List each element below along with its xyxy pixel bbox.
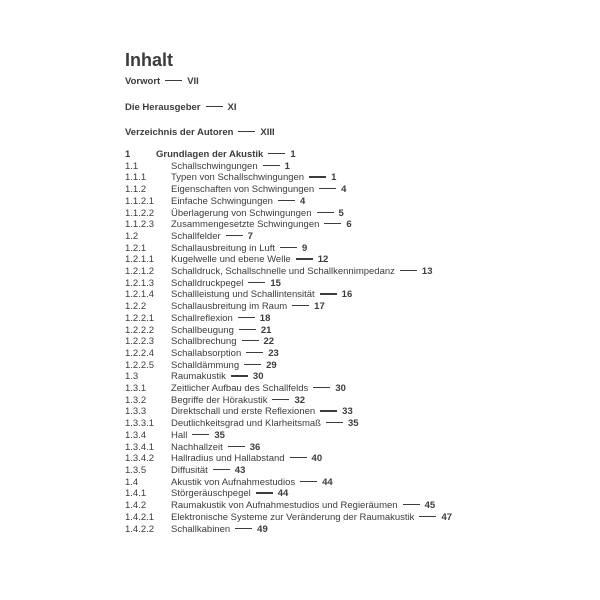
- section-title: Schallausbreitung in Luft: [171, 242, 276, 254]
- toc-row: [125, 161, 452, 173]
- section-number: 1.2.2: [125, 301, 147, 313]
- leader-dash: [400, 270, 417, 271]
- section-number: 1.3.3: [125, 406, 147, 418]
- toc-row: [125, 512, 452, 524]
- section-title: Kugelwelle und ebene Welle: [171, 254, 291, 266]
- section-title: Grundlagen der Akustik: [156, 149, 264, 160]
- page-number: 1: [331, 172, 337, 184]
- section-number: 1.4.2.1: [125, 511, 155, 523]
- section-number: 1.3.4.1: [125, 441, 155, 453]
- section-title: Schallkabinen: [171, 523, 231, 535]
- section-title: Schallbeugung: [171, 324, 234, 336]
- section-title: Diffusität: [171, 464, 208, 476]
- section-number: 1.4: [125, 476, 139, 488]
- leader-dash: [313, 387, 330, 388]
- section-number: 1.2.1.1: [125, 254, 155, 266]
- page-number: 30: [335, 383, 346, 395]
- leader-dash: [192, 434, 209, 435]
- toc-row: [125, 313, 452, 325]
- leader-dash: [320, 293, 337, 294]
- page-number: 43: [234, 464, 246, 476]
- section-number: 1.2.2.3: [125, 336, 155, 348]
- section-title: Schallschwingungen: [171, 160, 258, 172]
- page-number: 16: [341, 289, 353, 301]
- toc-row: [125, 208, 452, 220]
- page-number: VII: [187, 76, 199, 87]
- page-number: 44: [322, 476, 333, 488]
- section-number: 1.1.2: [125, 184, 147, 196]
- section-title: Überlagerung von Schwingungen: [171, 207, 312, 219]
- front-matter-item: [125, 103, 275, 113]
- front-matter-label: Vorwort: [125, 76, 161, 87]
- section-number: 1: [125, 149, 131, 160]
- leader-dash: [246, 352, 263, 353]
- leader-dash: [165, 80, 182, 81]
- section-number: 1.3.3.1: [125, 418, 155, 430]
- page-number: 30: [252, 371, 264, 383]
- section-title: Hall: [171, 429, 188, 441]
- section-title: Elektronische Systeme zur Veränderung der Raumakustik: [171, 511, 415, 523]
- toc-row: [125, 477, 452, 489]
- page-number: 17: [314, 301, 325, 313]
- page-number: 5: [338, 207, 344, 219]
- page-number: 22: [263, 336, 275, 348]
- section-title: Zeitlicher Aufbau des Schallfelds: [171, 383, 309, 395]
- page-number: 13: [421, 266, 433, 278]
- section-title: Begriffe der Hörakustik: [171, 394, 268, 406]
- section-title: Typen von Schallschwingungen: [171, 172, 305, 184]
- toc-row: [125, 336, 452, 348]
- toc-row: [125, 488, 452, 500]
- section-number: 1.1.1: [125, 172, 147, 184]
- leader-dash: [256, 492, 273, 493]
- leader-dash: [403, 504, 420, 505]
- toc-row: [125, 360, 452, 372]
- section-number: 1.4.2.2: [125, 523, 155, 535]
- section-number: 1.4.1: [125, 488, 147, 500]
- leader-dash: [231, 375, 248, 376]
- page-number: 23: [268, 347, 279, 359]
- section-title: Nachhallzeit: [171, 441, 223, 453]
- page-number: 12: [317, 254, 329, 266]
- section-title: Schallleistung und Schallintensität: [171, 289, 315, 301]
- toc-row: [125, 371, 452, 383]
- section-number: 1.2.1.2: [125, 266, 155, 278]
- page-number: 35: [214, 429, 225, 441]
- section-title: Zusammengesetzte Schwingungen: [171, 219, 320, 231]
- toc-row: [125, 278, 452, 290]
- page-number: 44: [277, 488, 289, 500]
- section-title: Akustik von Aufnahmestudios: [171, 476, 296, 488]
- toc-row: [125, 348, 452, 360]
- toc-row: [125, 289, 452, 301]
- page-number: 49: [257, 523, 268, 535]
- section-title: Schalldruckpegel: [171, 277, 244, 289]
- toc-row: [125, 453, 452, 465]
- toc-row: [125, 266, 452, 278]
- page-number: 1: [284, 160, 290, 172]
- leader-dash: [226, 235, 243, 236]
- toc-row: [125, 524, 452, 536]
- toc-row: [125, 231, 452, 243]
- section-number: 1.2.2.5: [125, 359, 155, 371]
- page-number: XIII: [260, 127, 275, 138]
- leader-dash: [263, 165, 280, 166]
- page-number: 4: [341, 184, 347, 196]
- page-number: 36: [249, 441, 261, 453]
- leader-dash: [280, 247, 297, 248]
- toc-row: [125, 395, 452, 407]
- leader-dash: [244, 364, 261, 365]
- page-number: 33: [342, 406, 353, 418]
- page-number: 47: [441, 511, 453, 523]
- section-number: 1.1: [125, 160, 139, 172]
- leader-dash: [296, 258, 313, 259]
- section-number: 1.3.1: [125, 383, 147, 395]
- section-title: Direktschall und erste Reflexionen: [171, 406, 316, 418]
- toc-row: [125, 301, 452, 313]
- section-title: Schallausbreitung im Raum: [171, 301, 288, 313]
- leader-dash: [320, 410, 337, 411]
- toc-row: [125, 500, 452, 512]
- toc-row: [125, 184, 452, 196]
- front-matter-list: [125, 77, 275, 154]
- toc-row: [125, 172, 452, 184]
- page-number: 15: [270, 277, 281, 289]
- leader-dash: [278, 200, 295, 201]
- page-number: 35: [347, 418, 359, 430]
- leader-dash: [238, 131, 255, 132]
- leader-dash: [272, 399, 289, 400]
- leader-dash: [326, 422, 343, 423]
- page-number: 32: [294, 394, 306, 406]
- section-title: Einfache Schwingungen: [171, 195, 273, 207]
- page-number: 18: [259, 312, 271, 324]
- page-number: 29: [266, 359, 277, 371]
- section-number: 1.2.1: [125, 242, 147, 254]
- section-number: 1.1.2.3: [125, 219, 155, 231]
- section-title: Hallradius und Hallabstand: [171, 453, 285, 465]
- toc-row: [125, 406, 452, 418]
- toc-row: [125, 219, 452, 231]
- section-number: 1.3.5: [125, 464, 147, 476]
- section-number: 1.2.1.3: [125, 277, 155, 289]
- leader-dash: [248, 282, 265, 283]
- leader-dash: [300, 481, 317, 482]
- toc-row: [125, 430, 452, 442]
- front-matter-item: [125, 128, 275, 138]
- section-number: 1.1.2.2: [125, 207, 155, 219]
- toc-row: [125, 254, 452, 266]
- section-number: 1.4.2: [125, 500, 147, 512]
- toc-row: [125, 418, 452, 430]
- section-title: Schalldruck, Schallschnelle und Schallkennimpedanz: [171, 266, 395, 278]
- section-title: Schalldämmung: [171, 359, 240, 371]
- page-number: 45: [424, 500, 436, 512]
- section-number: 1.3: [125, 371, 139, 383]
- page-number: XI: [227, 101, 237, 113]
- section-number: 1.3.4.2: [125, 453, 155, 465]
- page-title: Inhalt: [125, 50, 173, 70]
- section-title: Schallfelder: [171, 230, 221, 242]
- leader-dash: [309, 176, 326, 177]
- leader-dash: [317, 212, 334, 213]
- section-number: 1.2: [125, 230, 139, 242]
- section-number: 1.1.2.1: [125, 195, 155, 207]
- section-number: 1.3.4: [125, 429, 147, 441]
- section-title: Schallreflexion: [171, 312, 233, 324]
- leader-dash: [213, 469, 230, 470]
- section-number: 1.3.2: [125, 394, 147, 406]
- front-matter-label: Die Herausgeber: [125, 101, 201, 113]
- toc-row: [125, 325, 452, 337]
- leader-dash: [268, 153, 285, 154]
- page-number: 4: [299, 195, 306, 207]
- page-number: 40: [311, 453, 323, 465]
- toc-row: [125, 243, 452, 255]
- leader-dash: [419, 516, 436, 517]
- section-title: Eigenschaften von Schwingungen: [171, 184, 315, 196]
- section-title: Schallbrechung: [171, 336, 237, 348]
- page-number: 6: [346, 219, 352, 231]
- leader-dash: [292, 305, 309, 306]
- toc-list: [125, 149, 452, 535]
- front-matter-item: [125, 77, 275, 87]
- leader-dash: [290, 457, 307, 458]
- section-number: 1.2.2.4: [125, 347, 155, 359]
- toc-row: [125, 149, 452, 161]
- leader-dash: [319, 188, 336, 189]
- toc-row: [125, 465, 452, 477]
- leader-dash: [235, 528, 252, 529]
- section-title: Schallabsorption: [171, 347, 242, 359]
- page-number: 21: [260, 324, 272, 336]
- toc-row: [125, 442, 452, 454]
- page-number: 7: [247, 230, 253, 242]
- leader-dash: [239, 329, 256, 330]
- page-number: 9: [302, 242, 308, 254]
- leader-dash: [238, 317, 255, 318]
- section-title: Störgeräuschpegel: [171, 488, 251, 500]
- page-number: 1: [290, 149, 296, 160]
- front-matter-label: Verzeichnis der Autoren: [125, 127, 234, 138]
- toc-row: [125, 196, 452, 208]
- section-title: Deutlichkeitsgrad und Klarheitsmaß: [171, 418, 321, 430]
- leader-dash: [242, 340, 259, 341]
- section-title: Raumakustik: [171, 371, 226, 383]
- section-number: 1.2.2.2: [125, 324, 155, 336]
- leader-dash: [206, 106, 223, 107]
- leader-dash: [324, 223, 341, 224]
- toc-row: [125, 383, 452, 395]
- leader-dash: [228, 446, 245, 447]
- section-title: Raumakustik von Aufnahmestudios und Regieräumen: [171, 500, 398, 512]
- section-number: 1.2.2.1: [125, 312, 155, 324]
- section-number: 1.2.1.4: [125, 289, 155, 301]
